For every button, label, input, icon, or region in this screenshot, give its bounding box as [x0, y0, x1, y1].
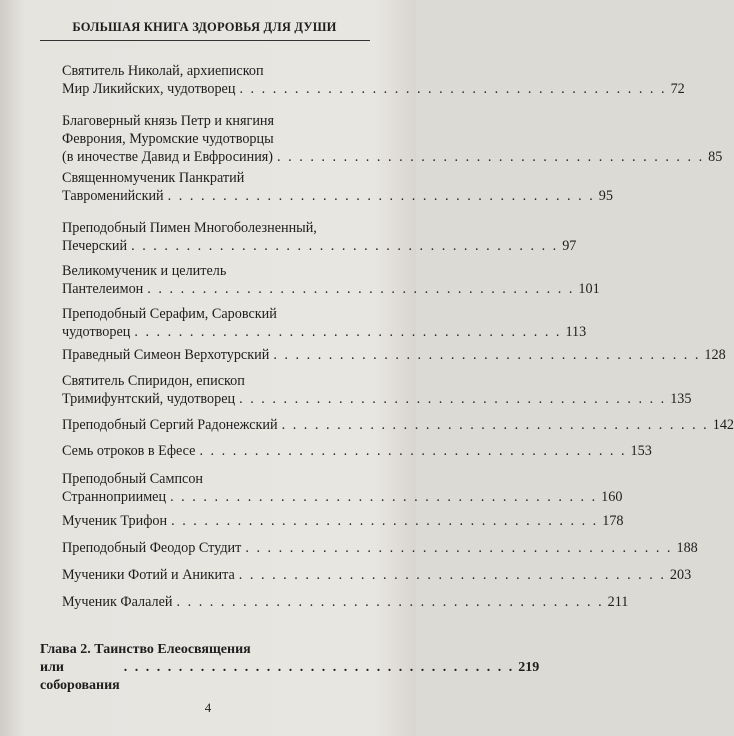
entry-title-line: Благоверный князь Петр и княгиня	[62, 113, 275, 129]
running-header: БОЛЬШАЯ КНИГА ЗДОРОВЬЯ ДЛЯ ДУШИ	[72, 20, 337, 34]
toc-entry	[62, 169, 613, 205]
leader-dots: . . . . . . . . . . . . . . . . . . . . . . . . . . . . . . . . . . . . . . .	[277, 149, 705, 165]
toc-entry	[62, 112, 723, 166]
page-number: 178	[602, 513, 624, 529]
toc-entry	[62, 219, 577, 255]
chapter-subtitle: или соборования	[40, 660, 120, 693]
toc-entry	[62, 62, 685, 98]
page-number: 211	[607, 594, 629, 610]
page-number: 72	[670, 81, 685, 97]
leader-dots: . . . . . . . . . . . . . . . . . . . . . . . . . . . . . . . . . . . . . . .	[199, 443, 627, 459]
entry-title-line: Мученики Фотий и Аникита	[62, 567, 235, 583]
page-number: 95	[598, 188, 613, 204]
leader-dots: . . . . . . . . . . . . . . . . . . . . . . . . . . . . . . . . . . . . . . .	[238, 567, 666, 583]
page-number: 128	[704, 347, 726, 363]
page-number: 113	[565, 324, 587, 340]
entry-title-line: чудотворец	[62, 324, 131, 340]
leader-dots: . . . . . . . . . . . . . . . . . . . . . . . . . . . . . . . . . . . . . . .	[131, 238, 559, 254]
toc-entry	[62, 470, 623, 506]
entry-title-line: Феврония, Муромские чудотворцы	[62, 131, 274, 147]
entry-title-line: Преподобный Сергий Радонежский	[62, 417, 278, 433]
entry-title-line: Мученик Трифон	[62, 513, 168, 529]
header-rule	[40, 40, 370, 41]
entry-title-line: Святитель Николай, архиепископ	[62, 63, 264, 79]
leader-dots: . . . . . . . . . . . . . . . . . . . . . . . . . . . . . . . . . . . . . . .	[134, 324, 562, 340]
toc-entry	[62, 539, 698, 557]
leader-dots: . . . . . . . . . . . . . . . . . . . . . . . . . . . . . . . . . . . . . . .	[239, 81, 667, 97]
page-number: 101	[578, 281, 600, 297]
page-number: 97	[562, 238, 577, 254]
entry-title-line: Преподобный Серафим, Саровский	[62, 306, 277, 322]
page-number: 142	[712, 417, 734, 433]
toc-entry	[62, 512, 624, 530]
entry-title-line: Преподобный Феодор Студит	[62, 540, 242, 556]
leader-dots: . . . . . . . . . . . . . . . . . . . . . . . . . . . . . . . . . . . . . . .	[176, 594, 604, 610]
folio: 4	[204, 700, 212, 715]
page-number: 219	[518, 660, 540, 675]
toc-entry	[62, 593, 629, 611]
entry-title-line: Тавроменийский	[62, 188, 164, 204]
chapter-title: Глава 2. Таинство Елеосвящения	[40, 642, 251, 657]
leader-dots: . . . . . . . . . . . . . . . . . . . . . . . . . . . . . . . . . . . . . . .	[273, 347, 701, 363]
entry-title-line: Пантелеимон	[62, 281, 144, 297]
leader-dots: . . . . . . . . . . . . . . . . . . . . . . . . . . . . . . . . . . . . . . .	[245, 540, 673, 556]
leader-dots: . . . . . . . . . . . . . . . . . . . . . . . . . . . . . . . . . . . . . . .	[147, 281, 575, 297]
entry-title-line: Святитель Спиридон, епископ	[62, 373, 245, 389]
leader-dots: . . . . . . . . . . . . . . . . . . . . . . . . . . . . . . . . . . . . . . .	[170, 489, 598, 505]
entry-title-line: Священномученик Панкратий	[62, 170, 245, 186]
page-number: 203	[669, 567, 692, 583]
leader-dots: . . . . . . . . . . . . . . . . . . . . . . . . . . . . . . . . . . . . . . .	[167, 188, 595, 204]
entry-title-line: Праведный Симеон Верхотурский	[62, 347, 270, 363]
entry-title-line: Печерский	[62, 238, 128, 254]
entry-title-line: (в иночестве Давид и Евфросиния)	[62, 149, 274, 165]
leader-dots: . . . . . . . . . . . . . . . . . . . . . . . . . . . . . . . . . . . . . . .	[239, 391, 667, 407]
toc-entry	[62, 442, 652, 460]
toc-entry	[62, 262, 600, 298]
page-number: 153	[630, 443, 652, 459]
entry-title-line: Тримифунтский, чудотворец	[62, 391, 236, 407]
toc-entry	[62, 305, 587, 341]
toc-chapter	[40, 641, 540, 695]
entry-title-line: Преподобный Пимен Многоболезненный,	[62, 220, 317, 236]
toc-entry	[62, 416, 734, 434]
toc-entry	[62, 566, 692, 584]
entry-title-line: Великомученик и целитель	[62, 263, 227, 279]
page-number: 85	[708, 149, 723, 165]
leader-dots: . . . . . . . . . . . . . . . . . . . . . . . . . . . . . . . . . . . . . . .	[171, 513, 599, 529]
entry-title-line: Странноприимец	[62, 489, 167, 505]
leader-dots: . . . . . . . . . . . . . . . . . . . . . . . . . . . . . . . . . . . .	[123, 660, 515, 675]
leader-dots: . . . . . . . . . . . . . . . . . . . . . . . . . . . . . . . . . . . . . . .	[281, 417, 709, 433]
page-number: 160	[601, 489, 623, 505]
page-number: 188	[676, 540, 698, 556]
page-number: 135	[670, 391, 692, 407]
entry-title-line: Преподобный Сампсон	[62, 471, 204, 487]
entry-title-line: Мир Ликийских, чудотворец	[62, 81, 236, 97]
entry-title-line: Мученик Фалалей	[62, 594, 173, 610]
entry-title-line: Семь отроков в Ефесе	[62, 443, 196, 459]
toc-entry	[62, 346, 726, 364]
toc-entry	[62, 372, 692, 408]
